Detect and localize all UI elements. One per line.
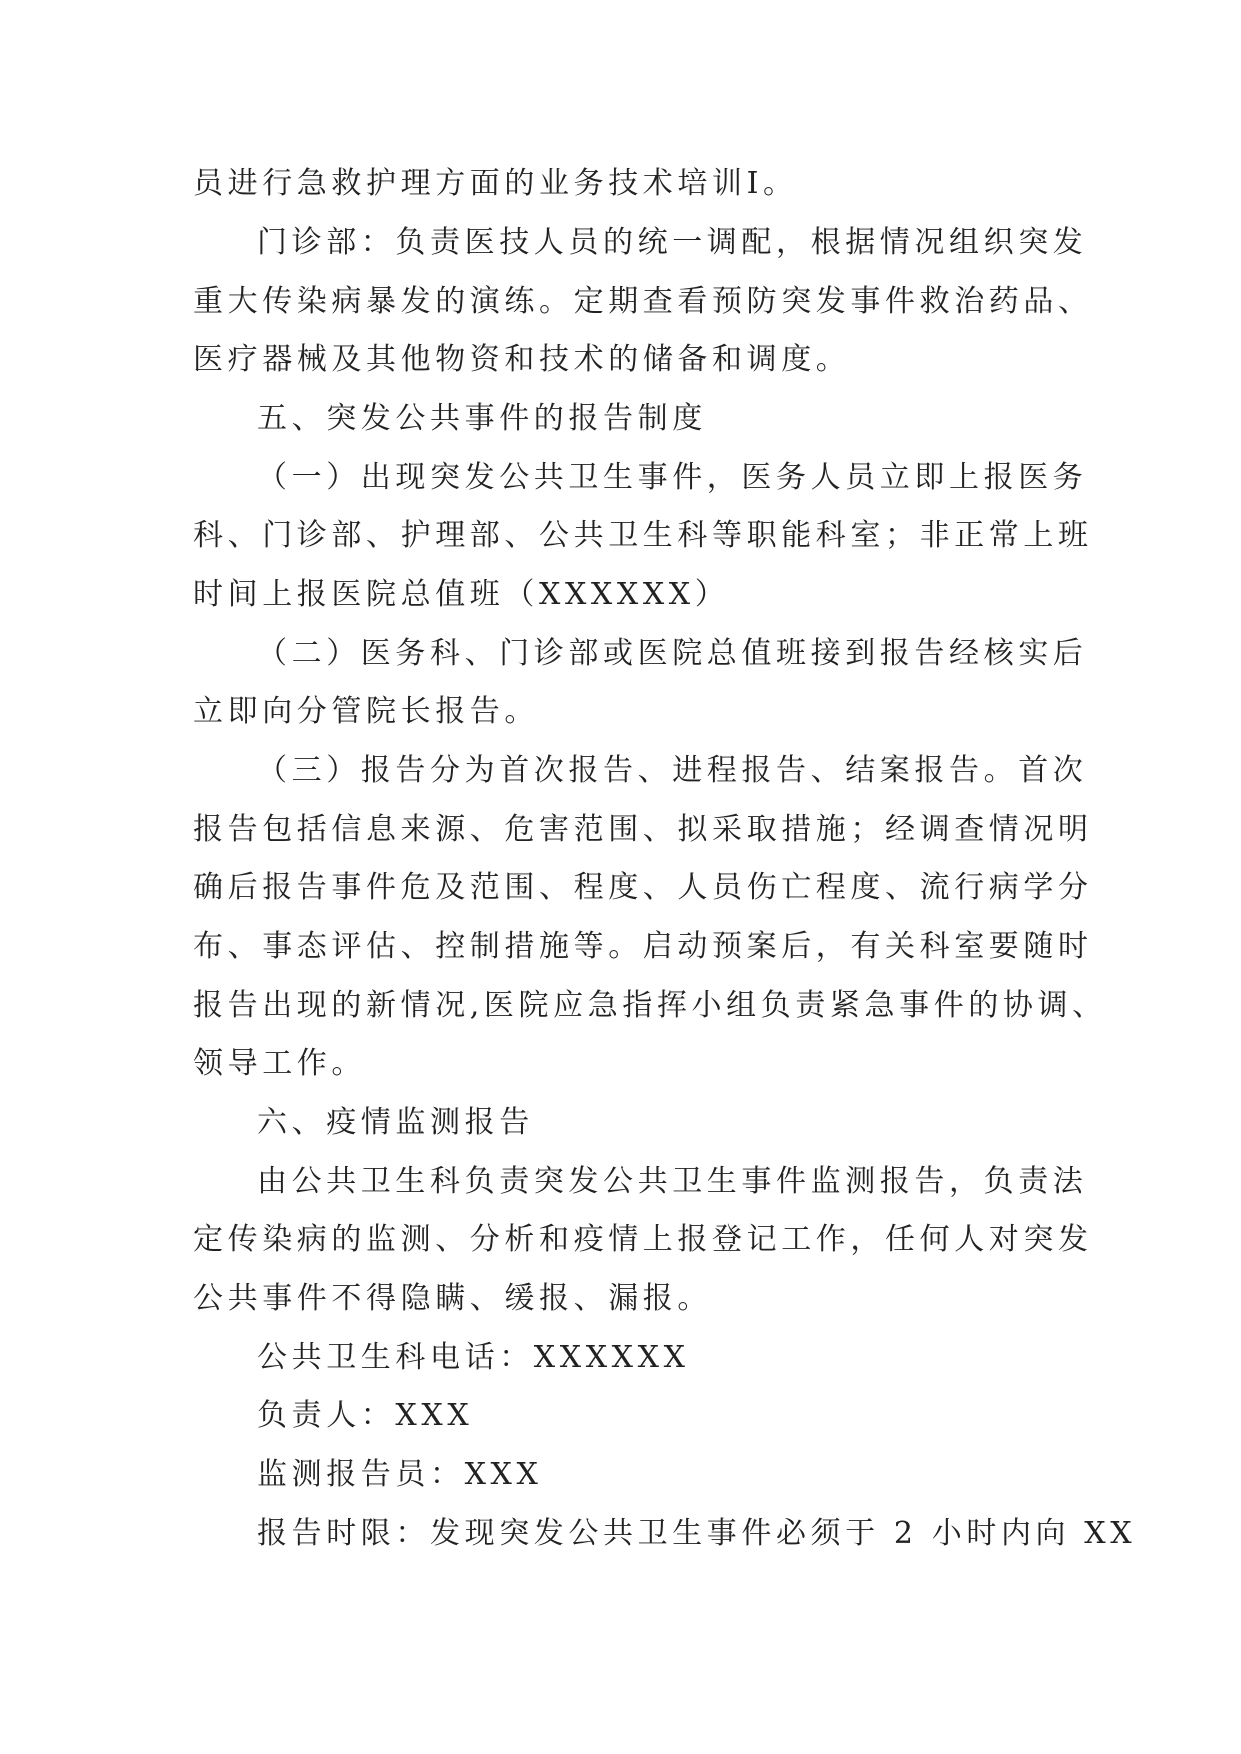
text-line: 医疗器械及其他物资和技术的储备和调度。 bbox=[193, 342, 851, 377]
text-line: 公共事件不得隐瞒、缓报、漏报。 bbox=[193, 1281, 712, 1316]
text-line: 重大传染病暴发的演练。定期查看预防突发事件救治药品、 bbox=[193, 284, 1093, 319]
paragraph-item-3: （三）报告分为首次报告、进程报告、结案报告。首次 bbox=[257, 753, 1088, 788]
text-line: 科、门诊部、护理部、公共卫生科等职能科室；非正常上班 bbox=[193, 518, 1093, 553]
text-line: 报告包括信息来源、危害范围、拟采取措施；经调查情况明 bbox=[193, 812, 1093, 847]
text-line: 确后报告事件危及范围、程度、人员伤亡程度、流行病学分 bbox=[193, 870, 1093, 905]
text-line: 领导工作。 bbox=[193, 1046, 366, 1081]
text-line: 立即向分管院长报告。 bbox=[193, 694, 539, 729]
text-line: 定传染病的监测、分析和疫情上报登记工作，任何人对突发 bbox=[193, 1222, 1093, 1257]
text-line: 员进行急救护理方面的业务技术培训Ⅰ。 bbox=[193, 166, 798, 201]
section-heading-reporting-system: 五、突发公共事件的报告制度 bbox=[257, 401, 707, 436]
report-deadline-line: 报告时限：发现突发公共卫生事件必须于 2 小时内向 XX bbox=[257, 1516, 1137, 1551]
section-heading-epidemic-monitoring: 六、疫情监测报告 bbox=[257, 1105, 534, 1140]
paragraph-item-1: （一）出现突发公共卫生事件，医务人员立即上报医务 bbox=[257, 460, 1088, 495]
text-line: 报告出现的新情况,医院应急指挥小组负责紧急事件的协调、 bbox=[193, 988, 1107, 1023]
responsible-person-line: 负责人：XXX bbox=[257, 1398, 474, 1433]
phone-line: 公共卫生科电话：XXXXXX bbox=[257, 1340, 690, 1375]
text-line: 布、事态评估、控制措施等。启动预案后，有关科室要随时 bbox=[193, 929, 1093, 964]
text-line: 时间上报医院总值班（XXXXXX） bbox=[193, 577, 730, 612]
paragraph-outpatient-dept: 门诊部：负责医技人员的统一调配，根据情况组织突发 bbox=[257, 225, 1088, 260]
paragraph-item-2: （二）医务科、门诊部或医院总值班接到报告经核实后 bbox=[257, 636, 1088, 671]
paragraph-public-health: 由公共卫生科负责突发公共卫生事件监测报告，负责法 bbox=[257, 1164, 1088, 1199]
reporter-line: 监测报告员：XXX bbox=[257, 1457, 543, 1492]
